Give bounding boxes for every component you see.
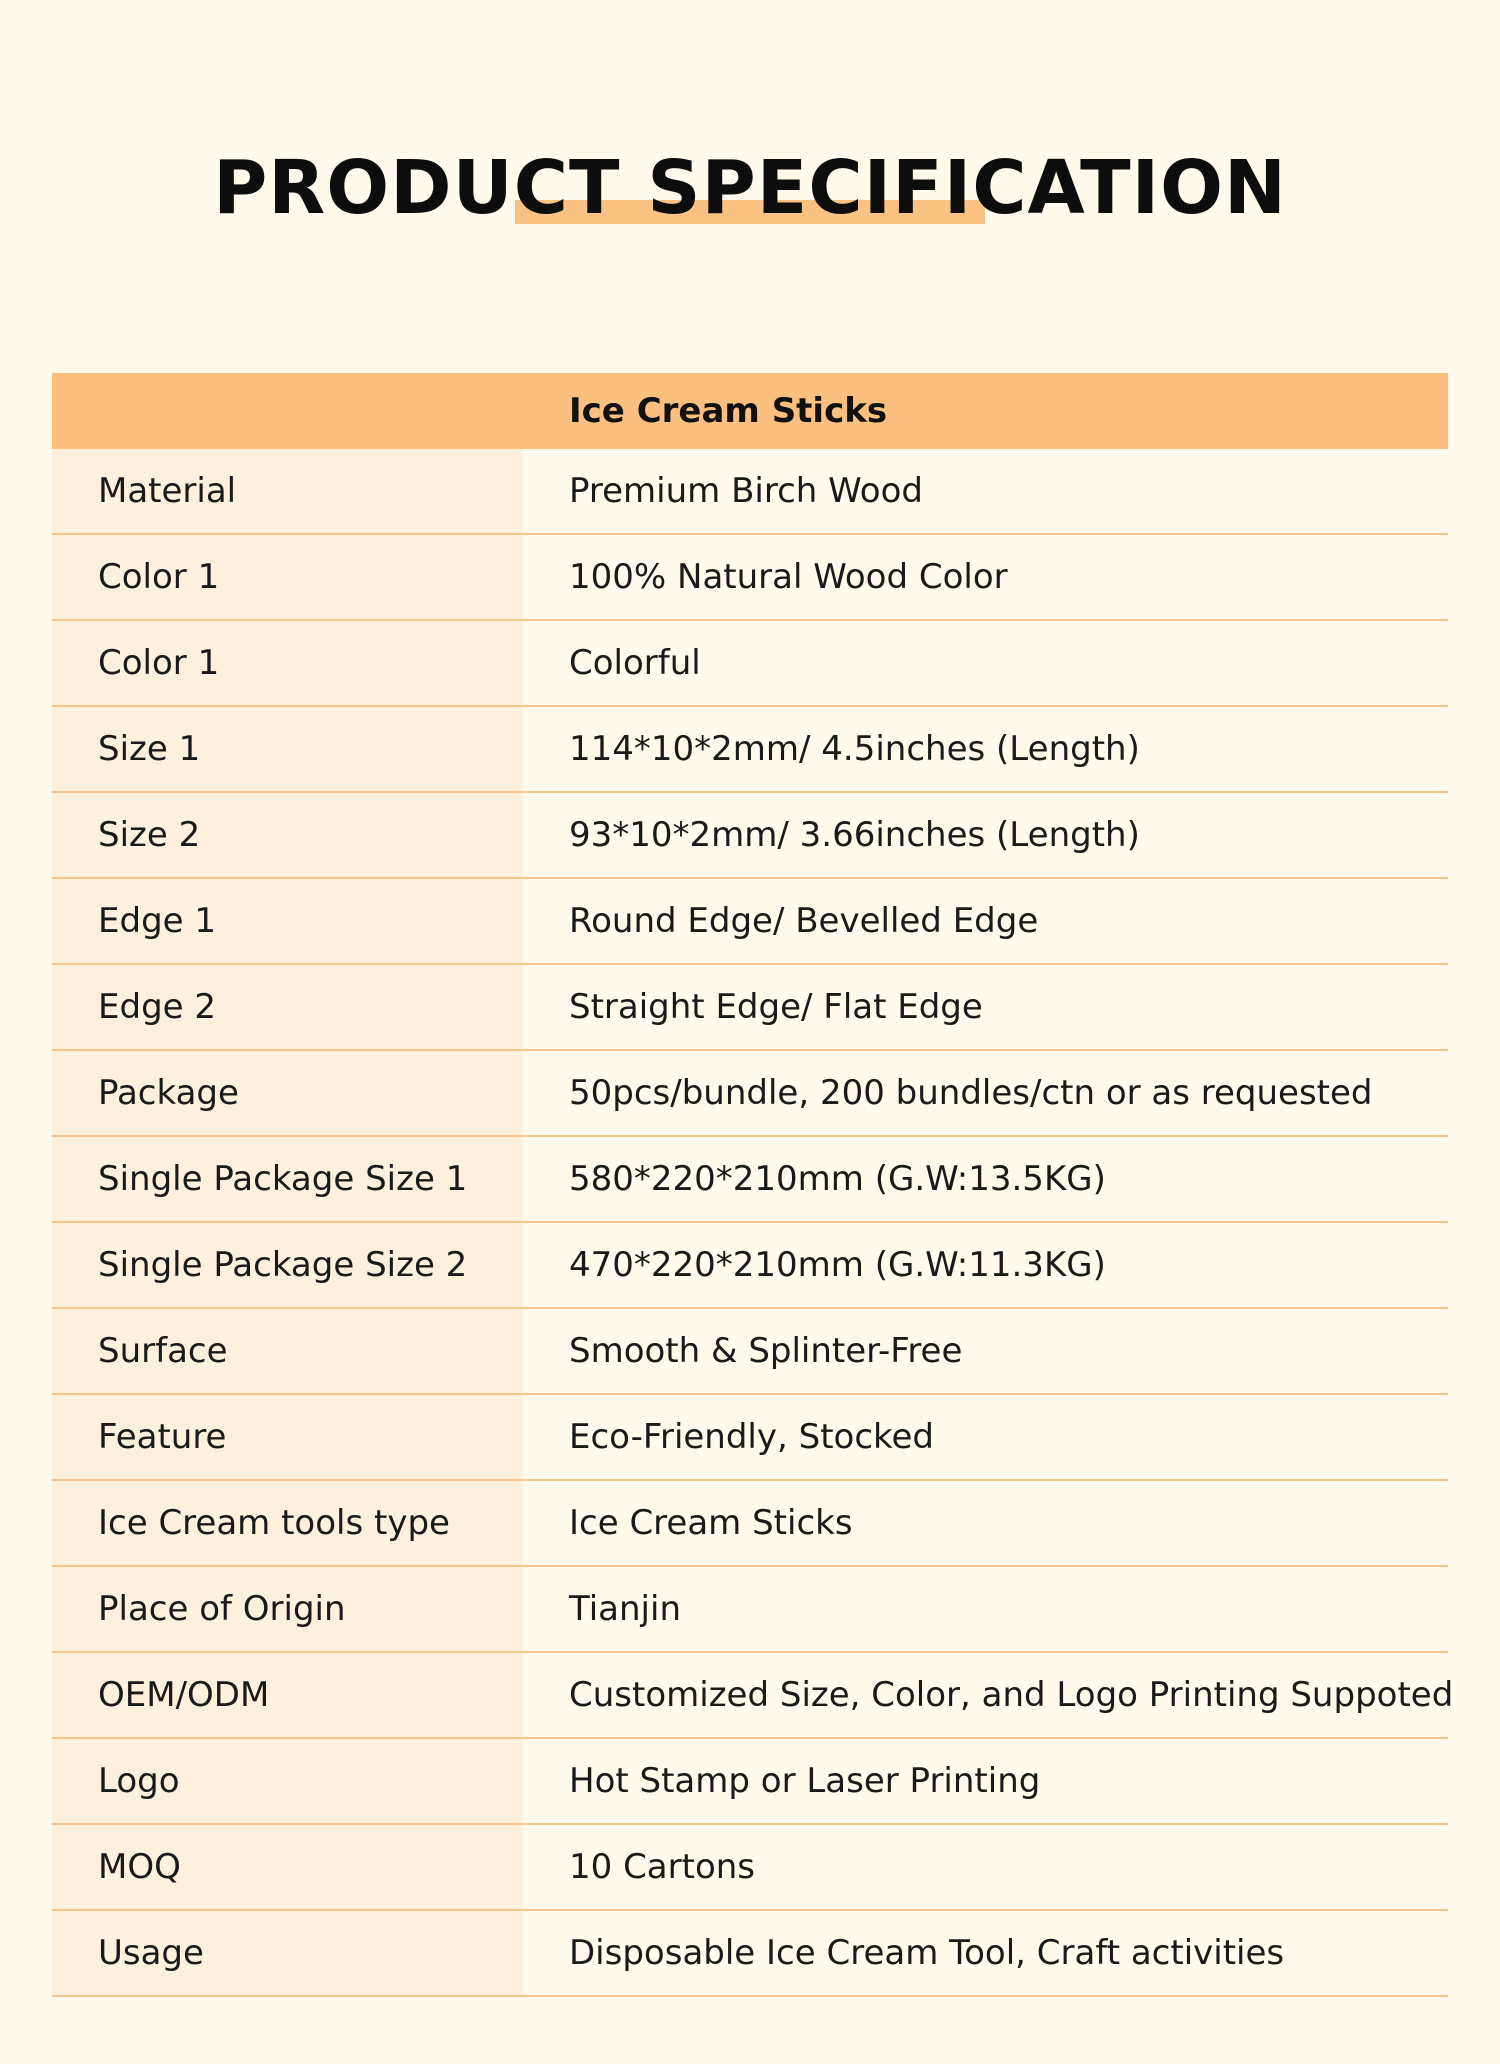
- header-product-name: Ice Cream Sticks: [523, 373, 1448, 449]
- table-row: [52, 1136, 1448, 1222]
- row-label: OEM/ODM: [52, 1652, 523, 1738]
- table-row: [52, 1566, 1448, 1652]
- row-label: Package: [52, 1050, 523, 1136]
- row-label: Edge 2: [52, 964, 523, 1050]
- row-value: 50pcs/bundle, 200 bundles/ctn or as requested: [523, 1050, 1448, 1136]
- row-label: Place of Origin: [52, 1566, 523, 1652]
- row-label: MOQ: [52, 1824, 523, 1910]
- table-row: [52, 534, 1448, 620]
- header-label-cell: [52, 373, 523, 449]
- row-value: 100% Natural Wood Color: [523, 534, 1448, 620]
- row-value: 470*220*210mm (G.W:11.3KG): [523, 1222, 1448, 1308]
- row-label: Size 1: [52, 706, 523, 792]
- row-value: Premium Birch Wood: [523, 449, 1448, 534]
- row-value: 93*10*2mm/ 3.66inches (Length): [523, 792, 1448, 878]
- table-row: [52, 878, 1448, 964]
- table-row: [52, 620, 1448, 706]
- table-row: [52, 1222, 1448, 1308]
- row-label: Size 2: [52, 792, 523, 878]
- row-value: Smooth & Splinter-Free: [523, 1308, 1448, 1394]
- row-label: Edge 1: [52, 878, 523, 964]
- page-title: PRODUCT SPECIFICATION: [213, 145, 1287, 231]
- row-value: 10 Cartons: [523, 1824, 1448, 1910]
- row-label: Usage: [52, 1910, 523, 1996]
- table-row: [52, 792, 1448, 878]
- table-row: [52, 1394, 1448, 1480]
- row-label: Feature: [52, 1394, 523, 1480]
- row-value: 114*10*2mm/ 4.5inches (Length): [523, 706, 1448, 792]
- row-value: Disposable Ice Cream Tool, Craft activities: [523, 1910, 1448, 1996]
- table-row: [52, 1308, 1448, 1394]
- row-value: Straight Edge/ Flat Edge: [523, 964, 1448, 1050]
- row-label: Ice Cream tools type: [52, 1480, 523, 1566]
- row-value: Eco-Friendly, Stocked: [523, 1394, 1448, 1480]
- row-value: 580*220*210mm (G.W:13.5KG): [523, 1136, 1448, 1222]
- table-row: [52, 1652, 1448, 1738]
- table-header-row: [52, 373, 1448, 449]
- row-value: Customized Size, Color, and Logo Printing Suppoted: [523, 1652, 1448, 1738]
- table-row: [52, 1824, 1448, 1910]
- row-label: Single Package Size 1: [52, 1136, 523, 1222]
- title-section: [0, 138, 1500, 238]
- table-row: [52, 1910, 1448, 1996]
- table-row: [52, 1738, 1448, 1824]
- row-label: Color 1: [52, 534, 523, 620]
- row-label: Surface: [52, 1308, 523, 1394]
- row-value: Hot Stamp or Laser Printing: [523, 1738, 1448, 1824]
- row-label: Logo: [52, 1738, 523, 1824]
- row-label: Single Package Size 2: [52, 1222, 523, 1308]
- row-value: Ice Cream Sticks: [523, 1480, 1448, 1566]
- spec-table: [52, 373, 1454, 1997]
- table-row: [52, 449, 1448, 534]
- row-label: Color 1: [52, 620, 523, 706]
- table-row: [52, 1050, 1448, 1136]
- row-label: Material: [52, 449, 523, 534]
- row-value: Tianjin: [523, 1566, 1448, 1652]
- table-row: [52, 1480, 1448, 1566]
- table-row: [52, 706, 1448, 792]
- row-value: Round Edge/ Bevelled Edge: [523, 878, 1448, 964]
- row-value: Colorful: [523, 620, 1448, 706]
- table-row: [52, 964, 1448, 1050]
